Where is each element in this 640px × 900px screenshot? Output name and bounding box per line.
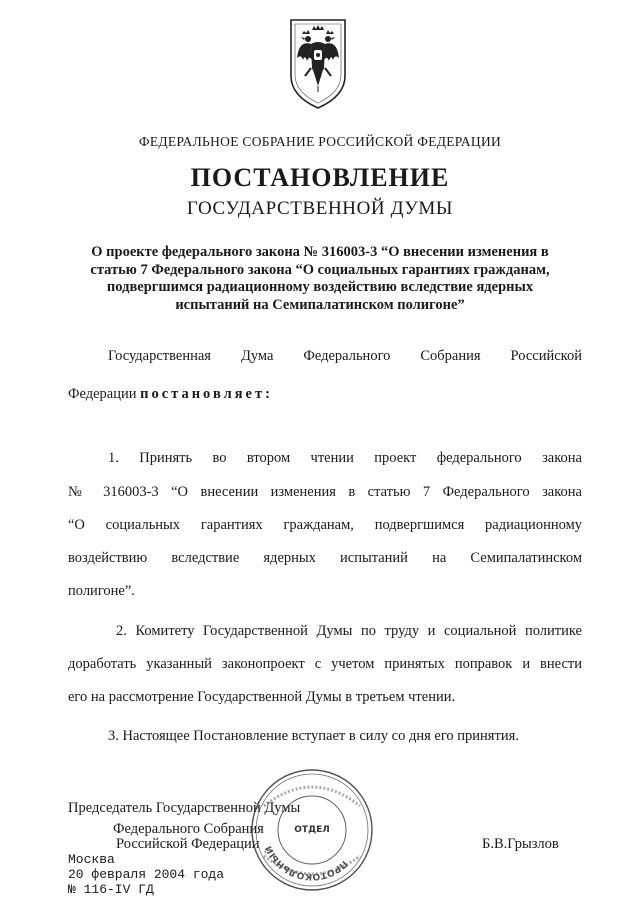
signatory-title-line: Федерального Собрания (113, 821, 264, 837)
preamble-line (68, 386, 582, 403)
point-line: 3. Настоящее Постановление вступает в силу со дня его принятия. (108, 728, 519, 744)
point-line: № 316003-3 “О внесении изменения в статью 7 Федерального закона (68, 484, 582, 500)
stamp-center-text: ОТДЕЛ (294, 825, 330, 835)
document-title: ПОСТАНОВЛЕНИЕ (190, 163, 450, 192)
point-line: воздействию вследствие ядерных испытаний на Семипалатинском (68, 550, 582, 566)
document-subject (70, 244, 570, 314)
point-line: полигоне”. (68, 583, 135, 599)
preamble-resolves: постановляет: (140, 386, 273, 402)
point-2 (68, 623, 582, 723)
document-subtitle: ГОСУДАРСТВЕННОЙ ДУМЫ (186, 198, 454, 219)
coat-of-arms-icon (287, 14, 349, 112)
footer-city: Москва (68, 852, 115, 867)
preamble (68, 348, 582, 408)
subject-line: статью 7 Федерального закона “О социальных гарантиях гражданам, (90, 261, 550, 278)
official-stamp-icon (248, 766, 376, 894)
point-3 (68, 728, 582, 752)
subject-line: О проекте федерального закона № 316003-3 “О внесении изменения в (91, 244, 549, 260)
preamble-line: Государственная Дума Федерального Собрания Российской (108, 348, 582, 364)
stamp-ring-text: ПРОТОКОЛЬНЫЙ (264, 843, 349, 882)
subject-line: подвергшимся радиационному воздействию вследствие ядерных (106, 279, 534, 295)
subject-line: испытаний на Семипалатинском полигоне” (175, 296, 465, 313)
signatory-title-line: Российской Федерации (116, 836, 260, 852)
signatory-name: Б.В.Грызлов (482, 836, 559, 852)
preamble-federation: Федерации (68, 386, 137, 402)
organization-name: ФЕДЕРАЛЬНОЕ СОБРАНИЕ РОССИЙСКОЙ ФЕДЕРАЦИИ (138, 134, 502, 149)
footer-date: 20 февраля 2004 года (68, 867, 225, 882)
point-line: его на рассмотрение Государственной Думы в третьем чтении. (68, 689, 456, 705)
point-1 (68, 450, 582, 610)
point-line: “О социальных гарантиях гражданам, подвергшимся радиационному (68, 517, 582, 533)
signatory-title-line: Председатель Государственной Думы (68, 800, 301, 816)
point-line: доработать указанный законопроект с учетом принятых поправок и внести (68, 656, 582, 672)
footer-number: № 116-IV ГД (68, 882, 154, 897)
point-line: 1. Принять во втором чтении проект федерального закона (108, 450, 582, 466)
point-line: 2. Комитету Государственной Думы по труду и социальной политике (116, 623, 582, 639)
